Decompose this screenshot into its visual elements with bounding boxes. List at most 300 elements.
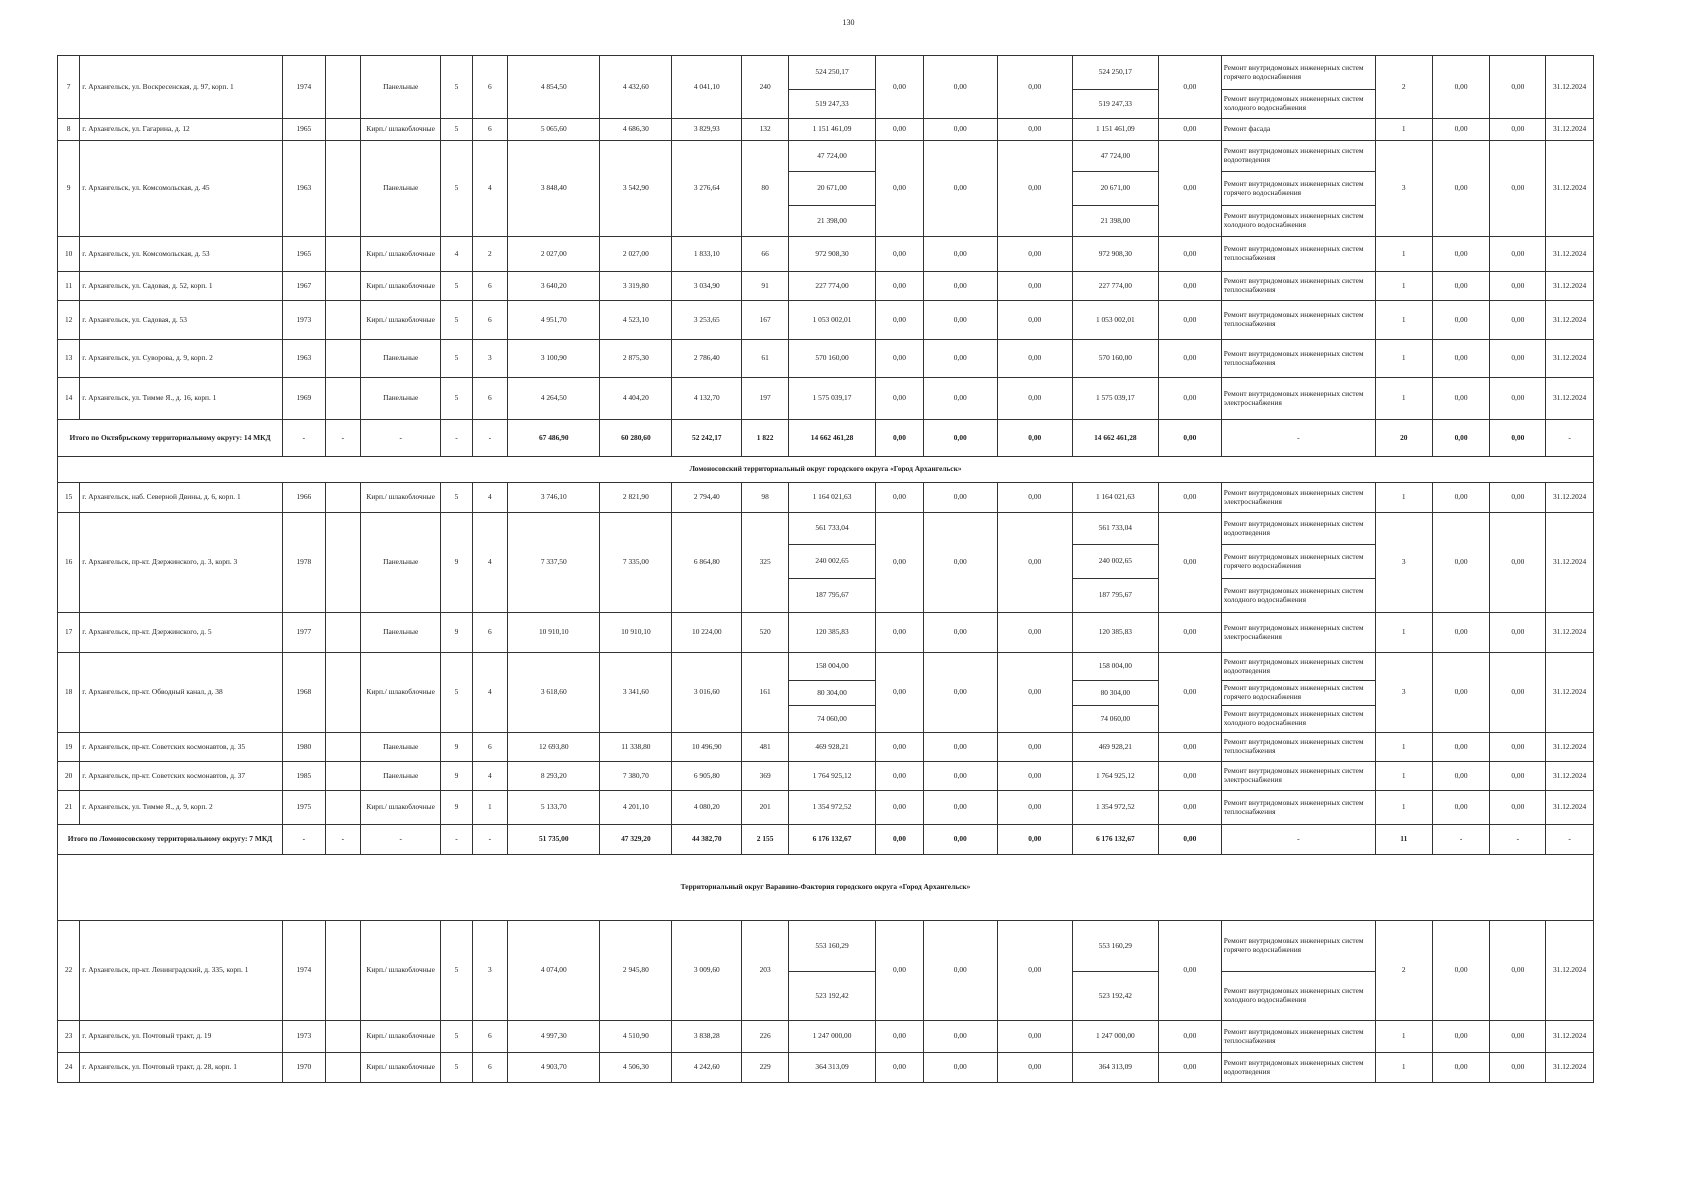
house-address: г. Архангельск, пр-кт. Советских космонавтов, д. 35 [80, 733, 283, 762]
fund-amount: 0,00 [876, 921, 924, 1021]
living-area: 3 319,80 [600, 272, 672, 301]
table-row [58, 301, 1594, 340]
total-dash: - [472, 420, 507, 457]
repair-cost: 47 724,00 [788, 141, 875, 172]
district-section-header [58, 457, 1594, 483]
specific-cost-2: 0,00 [1490, 733, 1546, 762]
specific-cost-1: 0,00 [1432, 733, 1490, 762]
works-count: 1 [1375, 613, 1432, 653]
works-count: 3 [1375, 653, 1432, 733]
floors-count: 9 [441, 762, 472, 791]
repair-cost: 21 398,00 [788, 206, 875, 237]
repair-cost: 553 160,29 [788, 921, 875, 972]
specific-cost-1: 0,00 [1432, 56, 1490, 119]
entrances-count: 3 [472, 340, 507, 378]
subject-budget: 0,00 [923, 340, 997, 378]
house-address: г. Архангельск, ул. Гагарина, д. 12 [80, 119, 283, 141]
local-budget-sum: 0,00 [997, 825, 1072, 855]
fund-amount: 0,00 [876, 272, 924, 301]
blank-cell [325, 762, 360, 791]
residents-sum: 1 822 [742, 420, 789, 457]
owners-funds: 523 192,42 [1072, 972, 1158, 1021]
owners-funds: 47 724,00 [1072, 141, 1158, 172]
entrances-count: 1 [472, 791, 507, 825]
other-sources: 0,00 [1158, 513, 1221, 613]
living-area-residential: 3 838,28 [672, 1021, 742, 1053]
entrances-count: 6 [472, 119, 507, 141]
wall-material: Панельные [361, 56, 441, 119]
repair-work-type: Ремонт внутридомовых инженерных систем горячего водоснабжения [1221, 681, 1375, 706]
local-budget: 0,00 [997, 921, 1072, 1021]
section-title: Ломоносовский территориальный округ городского округа «Город Архангельск» [58, 457, 1594, 483]
fund-amount: 0,00 [876, 56, 924, 119]
repair-work-type: Ремонт внутридомовых инженерных систем горячего водоснабжения [1221, 56, 1375, 90]
local-budget: 0,00 [997, 513, 1072, 613]
owners-funds: 187 795,67 [1072, 579, 1158, 613]
table-row [58, 483, 1594, 513]
works-count: 1 [1375, 762, 1432, 791]
floors-count: 9 [441, 613, 472, 653]
local-budget: 0,00 [997, 272, 1072, 301]
table-row [58, 513, 1594, 545]
residents-count: 201 [742, 791, 789, 825]
construction-year: 1965 [283, 237, 326, 272]
repair-work-type: Ремонт внутридомовых инженерных систем теплоснабжения [1221, 1021, 1375, 1053]
floors-count: 5 [441, 1021, 472, 1053]
living-area: 7 380,70 [600, 762, 672, 791]
wall-material: Панельные [361, 613, 441, 653]
works-count: 1 [1375, 733, 1432, 762]
owners-funds: 972 908,30 [1072, 237, 1158, 272]
row-number: 24 [58, 1053, 80, 1083]
fund-amount: 0,00 [876, 483, 924, 513]
table-row [58, 119, 1594, 141]
blank-cell [325, 733, 360, 762]
total-area: 4 264,50 [508, 378, 600, 420]
blank-cell [325, 237, 360, 272]
specific-cost-2: 0,00 [1490, 1021, 1546, 1053]
specific-cost-1: 0,00 [1432, 791, 1490, 825]
owners-funds: 1 247 000,00 [1072, 1021, 1158, 1053]
living-area: 2 945,80 [600, 921, 672, 1021]
other-sources: 0,00 [1158, 56, 1221, 119]
subject-budget: 0,00 [923, 791, 997, 825]
entrances-count: 6 [472, 272, 507, 301]
repair-work-type: Ремонт внутридомовых инженерных систем теплоснабжения [1221, 791, 1375, 825]
house-address: г. Архангельск, пр-кт. Советских космонавтов, д. 37 [80, 762, 283, 791]
floors-count: 5 [441, 1053, 472, 1083]
wall-material: Панельные [361, 340, 441, 378]
deadline-date: 31.12.2024 [1546, 1053, 1594, 1083]
repair-work-type: Ремонт внутридомовых инженерных систем горячего водоснабжения [1221, 172, 1375, 206]
living-area: 4 432,60 [600, 56, 672, 119]
other-sources: 0,00 [1158, 272, 1221, 301]
repair-work-type: Ремонт внутридомовых инженерных систем теплоснабжения [1221, 237, 1375, 272]
residents-count: 226 [742, 1021, 789, 1053]
owners-funds: 561 733,04 [1072, 513, 1158, 545]
local-budget: 0,00 [997, 56, 1072, 119]
house-address: г. Архангельск, ул. Тимме Я., д. 9, корп. 2 [80, 791, 283, 825]
repair-cost: 80 304,00 [788, 681, 875, 706]
total-dash: - [325, 420, 360, 457]
subject-budget: 0,00 [923, 653, 997, 733]
specific-cost-2: 0,00 [1490, 119, 1546, 141]
works-count: 1 [1375, 483, 1432, 513]
other-sources: 0,00 [1158, 762, 1221, 791]
living-area: 4 686,30 [600, 119, 672, 141]
living-area-residential: 10 224,00 [672, 613, 742, 653]
subject-budget: 0,00 [923, 733, 997, 762]
deadline-date: 31.12.2024 [1546, 272, 1594, 301]
house-address: г. Архангельск, ул. Комсомольская, д. 45 [80, 141, 283, 237]
residents-count: 369 [742, 762, 789, 791]
blank-cell [325, 483, 360, 513]
specific-cost-1: 0,00 [1432, 272, 1490, 301]
construction-year: 1967 [283, 272, 326, 301]
entrances-count: 4 [472, 653, 507, 733]
owners-funds: 1 053 002,01 [1072, 301, 1158, 340]
deadline-date: 31.12.2024 [1546, 378, 1594, 420]
living-area: 2 821,90 [600, 483, 672, 513]
deadline-date: 31.12.2024 [1546, 119, 1594, 141]
specific-cost-2: 0,00 [1490, 1053, 1546, 1083]
entrances-count: 2 [472, 237, 507, 272]
house-address: г. Архангельск, пр-кт. Ленинградский, д. 335, корп. 1 [80, 921, 283, 1021]
entrances-count: 6 [472, 613, 507, 653]
total-label: Итого по Октябрьскому территориальному округу: 14 МКД [58, 420, 283, 457]
deadline-date: 31.12.2024 [1546, 653, 1594, 733]
blank-cell [325, 56, 360, 119]
repair-cost: 158 004,00 [788, 653, 875, 681]
row-number: 10 [58, 237, 80, 272]
deadline-dash: - [1546, 825, 1594, 855]
house-address: г. Архангельск, ул. Почтовый тракт, д. 28, корп. 1 [80, 1053, 283, 1083]
deadline-date: 31.12.2024 [1546, 791, 1594, 825]
repair-cost: 227 774,00 [788, 272, 875, 301]
owners-funds: 1 764 925,12 [1072, 762, 1158, 791]
other-sources: 0,00 [1158, 791, 1221, 825]
blank-cell [325, 1021, 360, 1053]
row-number: 11 [58, 272, 80, 301]
house-address: г. Архангельск, ул. Суворова, д. 9, корп. 2 [80, 340, 283, 378]
repair-work-type: Ремонт внутридомовых инженерных систем электроснабжения [1221, 483, 1375, 513]
total-dash: - [441, 420, 472, 457]
wall-material: Кирп./ шлакоблочные [361, 791, 441, 825]
floors-count: 5 [441, 653, 472, 733]
specific-cost-2: 0,00 [1490, 513, 1546, 613]
residents-count: 481 [742, 733, 789, 762]
page-number: 130 [842, 18, 855, 27]
residents-count: 132 [742, 119, 789, 141]
table-row [58, 340, 1594, 378]
specific-cost-1: 0,00 [1432, 1021, 1490, 1053]
wall-material: Панельные [361, 762, 441, 791]
repair-work-type: Ремонт внутридомовых инженерных систем холодного водоснабжения [1221, 90, 1375, 119]
total-area: 5 133,70 [508, 791, 600, 825]
works-count: 1 [1375, 301, 1432, 340]
specific-cost-1: 0,00 [1432, 141, 1490, 237]
repair-cost: 1 164 021,63 [788, 483, 875, 513]
house-address: г. Архангельск, ул. Комсомольская, д. 53 [80, 237, 283, 272]
section-title: Территориальный округ Варавино-Фактория городского округа «Город Архангельск» [58, 855, 1594, 921]
living-area-residential: 4 242,60 [672, 1053, 742, 1083]
total-area: 7 337,50 [508, 513, 600, 613]
repair-cost: 523 192,42 [788, 972, 875, 1021]
blank-cell [325, 1053, 360, 1083]
construction-year: 1980 [283, 733, 326, 762]
specific-cost-2: 0,00 [1490, 56, 1546, 119]
living-area: 2 027,00 [600, 237, 672, 272]
repair-cost: 74 060,00 [788, 706, 875, 733]
total-dash: - [283, 420, 326, 457]
living-area-residential: 4 080,20 [672, 791, 742, 825]
entrances-count: 6 [472, 1021, 507, 1053]
table-body [58, 56, 1594, 1083]
total-area: 4 951,70 [508, 301, 600, 340]
construction-year: 1985 [283, 762, 326, 791]
residents-count: 61 [742, 340, 789, 378]
blank-cell [325, 921, 360, 1021]
specific-cost-2: 0,00 [1490, 301, 1546, 340]
table-row [58, 272, 1594, 301]
entrances-count: 6 [472, 733, 507, 762]
living-area-residential: 3 829,93 [672, 119, 742, 141]
wall-material: Панельные [361, 733, 441, 762]
deadline-date: 31.12.2024 [1546, 340, 1594, 378]
works-count: 1 [1375, 1053, 1432, 1083]
other-sum: 0,00 [1158, 825, 1221, 855]
living-area-residential: 3 253,65 [672, 301, 742, 340]
other-sources: 0,00 [1158, 378, 1221, 420]
fund-amount: 0,00 [876, 733, 924, 762]
entrances-count: 3 [472, 921, 507, 1021]
works-count: 2 [1375, 56, 1432, 119]
total-dash: - [325, 825, 360, 855]
subject-budget: 0,00 [923, 1053, 997, 1083]
living-area-residential: 2 794,40 [672, 483, 742, 513]
fund-amount: 0,00 [876, 340, 924, 378]
other-sources: 0,00 [1158, 1053, 1221, 1083]
local-budget: 0,00 [997, 141, 1072, 237]
wall-material: Панельные [361, 513, 441, 613]
other-sum: 0,00 [1158, 420, 1221, 457]
owners-sum: 6 176 132,67 [1072, 825, 1158, 855]
entrances-count: 4 [472, 762, 507, 791]
row-number: 7 [58, 56, 80, 119]
floors-count: 5 [441, 483, 472, 513]
total-area-sum: 67 486,90 [508, 420, 600, 457]
construction-year: 1975 [283, 791, 326, 825]
living-area: 4 506,30 [600, 1053, 672, 1083]
residents-count: 80 [742, 141, 789, 237]
subject-budget: 0,00 [923, 56, 997, 119]
living-area-residential: 6 905,80 [672, 762, 742, 791]
spec1-sum: 0,00 [1432, 420, 1490, 457]
wall-material: Кирп./ шлакоблочные [361, 272, 441, 301]
local-budget: 0,00 [997, 340, 1072, 378]
repair-work-type: Ремонт внутридомовых инженерных систем горячего водоснабжения [1221, 545, 1375, 579]
repair-work-type: Ремонт внутридомовых инженерных систем электроснабжения [1221, 378, 1375, 420]
subject-budget-sum: 0,00 [923, 825, 997, 855]
repair-work-type: Ремонт внутридомовых инженерных систем теплоснабжения [1221, 272, 1375, 301]
owners-funds: 1 575 039,17 [1072, 378, 1158, 420]
owners-funds: 74 060,00 [1072, 706, 1158, 733]
repair-cost: 519 247,33 [788, 90, 875, 119]
living-area: 11 338,80 [600, 733, 672, 762]
owners-funds: 120 385,83 [1072, 613, 1158, 653]
total-area: 5 065,60 [508, 119, 600, 141]
construction-year: 1968 [283, 653, 326, 733]
total-area: 4 997,30 [508, 1021, 600, 1053]
row-number: 13 [58, 340, 80, 378]
residents-count: 167 [742, 301, 789, 340]
works-count: 3 [1375, 141, 1432, 237]
wall-material: Кирп./ шлакоблочные [361, 119, 441, 141]
table-row [58, 653, 1594, 681]
row-number: 9 [58, 141, 80, 237]
construction-year: 1965 [283, 119, 326, 141]
table-row [58, 1021, 1594, 1053]
owners-funds: 524 250,17 [1072, 56, 1158, 90]
living-area: 4 404,20 [600, 378, 672, 420]
specific-cost-1: 0,00 [1432, 378, 1490, 420]
residents-count: 520 [742, 613, 789, 653]
works-count: 1 [1375, 119, 1432, 141]
blank-cell [325, 301, 360, 340]
owners-sum: 14 662 461,28 [1072, 420, 1158, 457]
table-row [58, 237, 1594, 272]
local-budget: 0,00 [997, 1021, 1072, 1053]
owners-funds: 553 160,29 [1072, 921, 1158, 972]
living-area-residential: 4 041,10 [672, 56, 742, 119]
house-address: г. Архангельск, ул. Почтовый тракт, д. 19 [80, 1021, 283, 1053]
repair-work-type: Ремонт внутридомовых инженерных систем водоотведения [1221, 653, 1375, 681]
residents-count: 229 [742, 1053, 789, 1083]
subject-budget: 0,00 [923, 921, 997, 1021]
total-area: 8 293,20 [508, 762, 600, 791]
row-number: 15 [58, 483, 80, 513]
deadline-date: 31.12.2024 [1546, 733, 1594, 762]
floors-count: 5 [441, 301, 472, 340]
works-count: 1 [1375, 237, 1432, 272]
specific-cost-1: 0,00 [1432, 513, 1490, 613]
living-area: 2 875,30 [600, 340, 672, 378]
owners-funds: 227 774,00 [1072, 272, 1158, 301]
repair-work-type: Ремонт внутридомовых инженерных систем теплоснабжения [1221, 301, 1375, 340]
subject-budget: 0,00 [923, 141, 997, 237]
works-count: 1 [1375, 340, 1432, 378]
deadline-date: 31.12.2024 [1546, 513, 1594, 613]
other-sources: 0,00 [1158, 141, 1221, 237]
entrances-count: 4 [472, 141, 507, 237]
residents-sum: 2 155 [742, 825, 789, 855]
district-total-row [58, 420, 1594, 457]
total-dash: - [361, 420, 441, 457]
construction-year: 1973 [283, 1021, 326, 1053]
subject-budget: 0,00 [923, 119, 997, 141]
repair-cost: 570 160,00 [788, 340, 875, 378]
spec2-sum: 0,00 [1490, 420, 1546, 457]
local-budget: 0,00 [997, 483, 1072, 513]
residents-count: 161 [742, 653, 789, 733]
specific-cost-2: 0,00 [1490, 613, 1546, 653]
owners-funds: 240 002,65 [1072, 545, 1158, 579]
fund-amount: 0,00 [876, 791, 924, 825]
local-budget: 0,00 [997, 653, 1072, 733]
works-count: 1 [1375, 272, 1432, 301]
local-budget-sum: 0,00 [997, 420, 1072, 457]
repair-cost: 1 575 039,17 [788, 378, 875, 420]
total-dash: - [283, 825, 326, 855]
blank-cell [325, 378, 360, 420]
house-address: г. Архангельск, ул. Садовая, д. 53 [80, 301, 283, 340]
total-area: 3 100,90 [508, 340, 600, 378]
local-budget: 0,00 [997, 119, 1072, 141]
fund-amount: 0,00 [876, 119, 924, 141]
other-sources: 0,00 [1158, 1021, 1221, 1053]
specific-cost-1: 0,00 [1432, 237, 1490, 272]
living-area-res-sum: 52 242,17 [672, 420, 742, 457]
subject-budget: 0,00 [923, 483, 997, 513]
living-area-res-sum: 44 382,70 [672, 825, 742, 855]
construction-year: 1977 [283, 613, 326, 653]
living-area-sum: 60 280,60 [600, 420, 672, 457]
entrances-count: 6 [472, 1053, 507, 1083]
table-row [58, 921, 1594, 972]
fund-amount: 0,00 [876, 513, 924, 613]
wall-material: Кирп./ шлакоблочные [361, 483, 441, 513]
row-number: 16 [58, 513, 80, 613]
other-sources: 0,00 [1158, 301, 1221, 340]
repair-work-type: Ремонт внутридомовых инженерных систем холодного водоснабжения [1221, 706, 1375, 733]
repair-work-type: Ремонт внутридомовых инженерных систем теплоснабжения [1221, 733, 1375, 762]
total-dash: - [441, 825, 472, 855]
floors-count: 5 [441, 272, 472, 301]
construction-year: 1970 [283, 1053, 326, 1083]
repair-cost: 120 385,83 [788, 613, 875, 653]
living-area-residential: 2 786,40 [672, 340, 742, 378]
spec2-sum: - [1490, 825, 1546, 855]
owners-funds: 158 004,00 [1072, 653, 1158, 681]
living-area: 10 910,10 [600, 613, 672, 653]
deadline-date: 31.12.2024 [1546, 483, 1594, 513]
local-budget: 0,00 [997, 733, 1072, 762]
deadline-date: 31.12.2024 [1546, 921, 1594, 1021]
entrances-count: 4 [472, 513, 507, 613]
specific-cost-2: 0,00 [1490, 762, 1546, 791]
fund-amount: 0,00 [876, 1053, 924, 1083]
repair-work-type: Ремонт внутридомовых инженерных систем электроснабжения [1221, 613, 1375, 653]
row-number: 8 [58, 119, 80, 141]
fund-amount: 0,00 [876, 301, 924, 340]
living-area-residential: 3 009,60 [672, 921, 742, 1021]
local-budget: 0,00 [997, 762, 1072, 791]
entrances-count: 6 [472, 56, 507, 119]
subject-budget: 0,00 [923, 613, 997, 653]
other-sources: 0,00 [1158, 119, 1221, 141]
owners-funds: 80 304,00 [1072, 681, 1158, 706]
repair-cost: 469 928,21 [788, 733, 875, 762]
row-number: 19 [58, 733, 80, 762]
repair-work-type: Ремонт фасада [1221, 119, 1375, 141]
total-area: 3 848,40 [508, 141, 600, 237]
floors-count: 9 [441, 513, 472, 613]
specific-cost-2: 0,00 [1490, 653, 1546, 733]
repair-work-type: Ремонт внутридомовых инженерных систем водоотведения [1221, 141, 1375, 172]
total-area: 12 693,80 [508, 733, 600, 762]
repair-cost: 240 002,65 [788, 545, 875, 579]
wall-material: Кирп./ шлакоблочные [361, 653, 441, 733]
